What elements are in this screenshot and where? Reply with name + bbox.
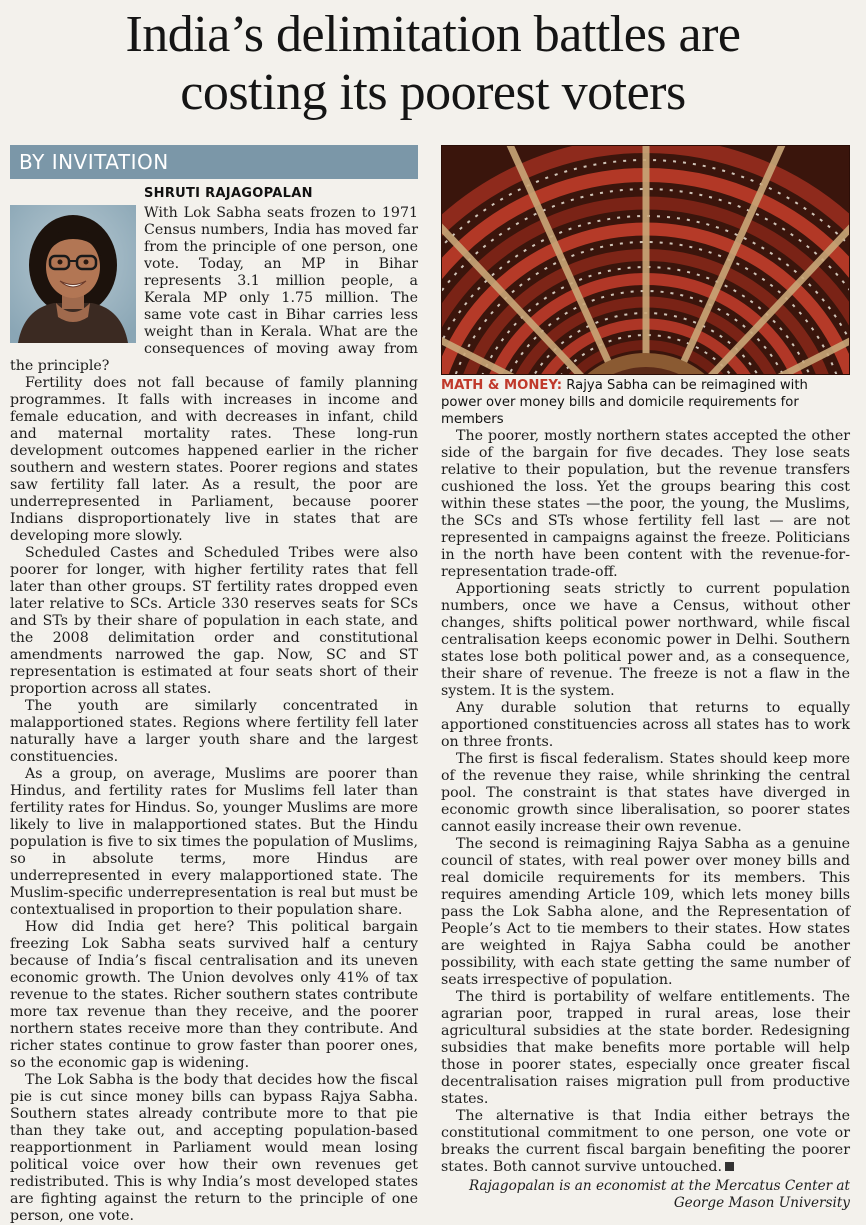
photo-caption — [441, 377, 850, 428]
paragraph: The poorer, mostly northern states accepted the other side of the bargain for five decades. They lose seats relative to their population, but the revenue transfers cushioned the loss. Yet the groups bearing this cost within these states —the poor, the young, the Muslims, the SCs and STs whose fertility fell last — are not represented in campaigns against the freeze. Politicians in the north have been content with the revenue-for-representation trade-off. — [441, 428, 850, 580]
caption-text: Rajya Sabha can be reimagined with power over money bills and domicile requirements for members — [441, 378, 808, 427]
author-bio-line-1: Rajagopalan is an economist at the Mercatus Center at — [468, 1178, 850, 1194]
paragraph: Fertility does not fall because of family planning programmes. It falls with increases in income and female education, and with decreases in infant, child and maternal mortality rates. These long-run development outcomes happened earlier in the richer southern and western states. Poorer regions and states saw fertility fall later. As a result, the poor are underrepresented in Parliament, because poorer Indians disproportionately live in states that are developing more slowly. — [10, 375, 418, 544]
paragraph: Any durable solution that returns to equally apportioned constituencies across all states has to work on three fronts. — [441, 700, 850, 750]
end-mark-icon — [725, 1162, 734, 1171]
paragraph: As a group, on average, Muslims are poorer than Hindus, and fertility rates for Muslims fell later than fertility rates for Hindus. So, younger Muslims are more likely to live in malapportioned states. But the Hindu population is five to six times the population of Muslims, so in absolute terms, more Hindus are underrepresented in every malapportioned state. The Muslim-specific underrepresentation is real but must be contextualised in proportion to their population share. — [10, 766, 418, 918]
right-column — [441, 428, 850, 1212]
paragraph: The second is reimagining Rajya Sabha as a genuine council of states, with real power over money bills and real domicile requirements for its members. This requires amending Article 109, which lets money bills pass the Lok Sabha alone, and the Representation of People’s Act to tie members to their states. How states are weighted in Rajya Sabha could be another possibility, with each state getting the same number of seats irrespective of population. — [441, 836, 850, 988]
section-banner: BY INVITATION — [10, 145, 418, 179]
final-paragraph-text: The alternative is that India either betrays the constitutional commitment to one person, one vote or breaks the current fiscal bargain benefiting the poorer states. Both cannot survive untouched. — [441, 1108, 850, 1175]
paragraph: With Lok Sabha seats frozen to 1971 Census numbers, India has moved far from the principle of one person, one vote. Today, an MP in Bihar represents 3.1 million people, a Kerala MP only 1.75 million. The same vote cast in Bihar carries less weight than in Kerala. What are the consequences of moving away from the principle? — [10, 205, 418, 374]
author-bio — [441, 1178, 850, 1212]
caption-label: MATH & MONEY: — [441, 378, 563, 393]
paragraph: The third is portability of welfare entitlements. The agrarian poor, trapped in rural areas, lose their agricultural subsidies at the state border. Redesigning subsidies that make benefits more portable will help those in poorer states, especially once greater fiscal decentralisation raises migration pull from productive states. — [441, 989, 850, 1107]
paragraph: How did India get here? This political bargain freezing Lok Sabha seats survived half a century because of India’s fiscal centralisation and its uneven economic growth. The Union devolves only 41% of tax revenue to the states. Richer southern states contribute more tax revenue than they receive, and the poorer northern states receive more than they contribute. And richer states continue to grow faster than poorer ones, so the economic gap is widening. — [10, 919, 418, 1071]
author-bio-line-2: George Mason University — [673, 1195, 850, 1211]
paragraph: The youth are similarly concentrated in malapportioned states. Regions where fertility fell later naturally have a larger youth share and the largest constituencies. — [10, 698, 418, 765]
headline — [10, 6, 856, 122]
author-photo — [10, 205, 136, 343]
paragraph: The first is fiscal federalism. States should keep more of the revenue they raise, while shrinking the central pool. The constraint is that states have diverged in economic growth since liberalisation, so poorer states cannot easily increase their own revenue. — [441, 751, 850, 835]
headline-line-2: costing its poorest voters — [180, 64, 686, 121]
paragraph: The Lok Sabha is the body that decides how the fiscal pie is cut since money bills can bypass Rajya Sabha. Southern states already contribute more to that pie than they take out, and accepting population-based reapportionment in Parliament would mean losing political voice over how their own revenues get redistributed. This is why India’s most developed states are fighting against the return to the principle of one person, one vote. — [10, 1072, 418, 1224]
left-column — [10, 145, 418, 1225]
final-paragraph — [441, 1108, 850, 1176]
parliament-photo — [441, 145, 850, 375]
paragraph: Apportioning seats strictly to current population numbers, once we have a Census, without other changes, shifts political power northward, while fiscal centralisation keeps economic power in Delhi. Southern states lose both political power and, as a consequence, their share of revenue. The freeze is not a flaw in the system. It is the system. — [441, 581, 850, 699]
author-byline: SHRUTI RAJAGOPALAN — [144, 186, 313, 201]
paragraph: Scheduled Castes and Scheduled Tribes were also poorer for longer, with higher fertility rates that fell later than other groups. ST fertility rates dropped even later relative to SCs. Article 330 reserves seats for SCs and STs by their share of population in each state, and the 2008 delimitation order and constitutional amendments narrowed the gap. Now, SC and ST representation is estimated at four seats short of their proportion across all states. — [10, 545, 418, 697]
headline-line-1: India’s delimitation battles are — [125, 6, 741, 63]
